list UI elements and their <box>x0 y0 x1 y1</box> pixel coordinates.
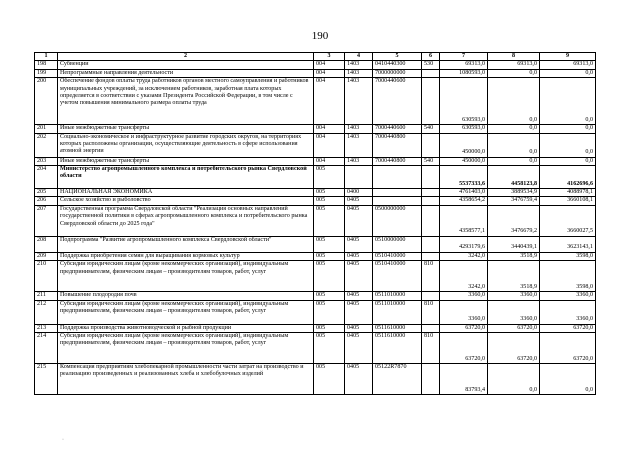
header-cell: 4 <box>345 53 373 61</box>
amount-year2-cell: 69313,0 <box>488 61 540 69</box>
amount-year1-cell: 83793,4 <box>440 364 488 395</box>
header-cell: 9 <box>540 53 596 61</box>
section-code-cell: 1403 <box>345 133 373 157</box>
row-number-cell: 198 <box>35 61 58 69</box>
section-code-cell: 0405 <box>345 324 373 332</box>
section-code-cell: 0405 <box>345 300 373 324</box>
row-number-cell: 212 <box>35 300 58 324</box>
item-name-cell: Повышение плодородия почв <box>58 292 314 300</box>
ministry-code-cell: 004 <box>314 157 345 165</box>
row-number-cell: 211 <box>35 292 58 300</box>
amount-year1-cell: 3360,0 <box>440 300 488 324</box>
ministry-code-cell: 005 <box>314 300 345 324</box>
table-row <box>35 157 596 165</box>
target-article-cell: 0510000000 <box>373 236 422 252</box>
row-number-cell: 200 <box>35 78 58 125</box>
section-code-cell: 0405 <box>345 333 373 364</box>
amount-year2-cell: 3440439,1 <box>488 236 540 252</box>
amount-year3-cell: 3598,0 <box>540 252 596 260</box>
amount-year3-cell: 0,0 <box>540 69 596 77</box>
row-number-cell: 202 <box>35 133 58 157</box>
row-number-cell: 215 <box>35 364 58 395</box>
item-name-cell: Поддержка приобретения семян для выращивания кормовых культур <box>58 252 314 260</box>
amount-year3-cell: 0,0 <box>540 133 596 157</box>
row-number-cell: 199 <box>35 69 58 77</box>
ministry-code-cell: 005 <box>314 166 345 189</box>
item-name-cell: Субсидии юридическим лицам (кроме некоммерческих организаций), индивидуальным предпринимателям, физическим лицам – производителям товаров, работ, услуг <box>58 300 314 324</box>
amount-year3-cell: 3360,0 <box>540 292 596 300</box>
row-number-cell: 203 <box>35 157 58 165</box>
table-header-row <box>35 53 596 61</box>
ministry-code-cell: 005 <box>314 364 345 395</box>
amount-year3-cell: 4162696,6 <box>540 166 596 189</box>
item-name-cell: Социально-экономическое и инфраструктурное развитие городских округов, на территориях которых расположены организации, осуществляющие деятельность в сфере использования атомной энергии <box>58 133 314 157</box>
amount-year1-cell: 630593,0 <box>440 78 488 125</box>
budget-table <box>34 52 596 395</box>
table-row <box>35 166 596 189</box>
row-number-cell: 210 <box>35 261 58 292</box>
expense-type-cell <box>422 78 440 125</box>
header-cell: 7 <box>440 53 488 61</box>
amount-year1-cell: 63720,0 <box>440 324 488 332</box>
amount-year2-cell: 3518,9 <box>488 252 540 260</box>
target-article-cell <box>373 166 422 189</box>
amount-year2-cell: 0,0 <box>488 69 540 77</box>
target-article-cell: 0511010000 <box>373 292 422 300</box>
header-cell: 8 <box>488 53 540 61</box>
ministry-code-cell: 005 <box>314 333 345 364</box>
amount-year1-cell: 450000,0 <box>440 157 488 165</box>
table-row <box>35 69 596 77</box>
expense-type-cell <box>422 236 440 252</box>
ministry-code-cell: 005 <box>314 236 345 252</box>
amount-year3-cell: 0,0 <box>540 125 596 133</box>
ministry-code-cell: 005 <box>314 324 345 332</box>
row-number-cell: 208 <box>35 236 58 252</box>
target-article-cell: 7000000000 <box>373 69 422 77</box>
table-row <box>35 236 596 252</box>
expense-type-cell <box>422 324 440 332</box>
row-number-cell: 206 <box>35 197 58 205</box>
amount-year2-cell: 4458123,8 <box>488 166 540 189</box>
target-article-cell <box>373 197 422 205</box>
table-row <box>35 133 596 157</box>
target-article-cell: 0410440300 <box>373 61 422 69</box>
amount-year3-cell: 3660108,1 <box>540 197 596 205</box>
amount-year3-cell: 63720,0 <box>540 333 596 364</box>
expense-type-cell <box>422 69 440 77</box>
section-code-cell: 0405 <box>345 292 373 300</box>
row-number-cell: 214 <box>35 333 58 364</box>
amount-year3-cell: 0,0 <box>540 78 596 125</box>
amount-year3-cell: 3623143,1 <box>540 236 596 252</box>
header-cell: 3 <box>314 53 345 61</box>
table-row <box>35 364 596 395</box>
target-article-cell: 0510410000 <box>373 261 422 292</box>
target-article-cell: 0511010000 <box>373 300 422 324</box>
ministry-code-cell: 004 <box>314 78 345 125</box>
target-article-cell: 05122R7870 <box>373 364 422 395</box>
amount-year1-cell: 4293179,6 <box>440 236 488 252</box>
expense-type-cell: 810 <box>422 261 440 292</box>
expense-type-cell: 810 <box>422 333 440 364</box>
section-code-cell: 0405 <box>345 364 373 395</box>
header-cell: 2 <box>58 53 314 61</box>
amount-year3-cell: 0,0 <box>540 364 596 395</box>
table-row <box>35 125 596 133</box>
section-code-cell: 0405 <box>345 197 373 205</box>
item-name-cell: Поддержка производства животноводческой и рыбной продукции <box>58 324 314 332</box>
amount-year2-cell: 3476759,4 <box>488 197 540 205</box>
item-name-cell: Субвенции <box>58 61 314 69</box>
item-name-cell: Непрограммные направления деятельности <box>58 69 314 77</box>
row-number-cell: 204 <box>35 166 58 189</box>
ministry-code-cell: 005 <box>314 189 345 197</box>
amount-year1-cell: 1080593,0 <box>440 69 488 77</box>
amount-year2-cell: 3360,0 <box>488 300 540 324</box>
item-name-cell: Сельское хозяйство и рыболовство <box>58 197 314 205</box>
amount-year1-cell: 3242,0 <box>440 252 488 260</box>
row-number-cell: 209 <box>35 252 58 260</box>
target-article-cell: 0511610000 <box>373 324 422 332</box>
amount-year3-cell: 3598,0 <box>540 261 596 292</box>
scan-artifact-dot: · <box>62 437 64 443</box>
amount-year2-cell: 3889534,9 <box>488 189 540 197</box>
target-article-cell: 7000440800 <box>373 157 422 165</box>
target-article-cell: 0511610000 <box>373 333 422 364</box>
amount-year3-cell: 63720,0 <box>540 324 596 332</box>
amount-year1-cell: 450000,0 <box>440 133 488 157</box>
table-row <box>35 61 596 69</box>
amount-year2-cell: 0,0 <box>488 133 540 157</box>
item-name-cell: Иные межбюджетные трансферты <box>58 157 314 165</box>
item-name-cell: Обеспечение фондов оплаты труда работников органов местного самоуправления и работников муниципальных учреждений, за исключением работников, заработная плата которых определяется в соответствии с указами Президента Российской Федерации, в том числе с учетом повышения минимального размера оплаты труда <box>58 78 314 125</box>
row-number-cell: 205 <box>35 189 58 197</box>
target-article-cell: 7000440800 <box>373 133 422 157</box>
amount-year1-cell: 4358654,2 <box>440 197 488 205</box>
amount-year1-cell: 630593,0 <box>440 125 488 133</box>
amount-year1-cell: 3242,0 <box>440 261 488 292</box>
item-name-cell: Компенсация предприятиям хлебопекарной промышленности части затрат на производство и реализацию произведенных и реализованных хлеба и хлебобулочных изделий <box>58 364 314 395</box>
table-row <box>35 197 596 205</box>
ministry-code-cell: 004 <box>314 69 345 77</box>
row-number-cell: 201 <box>35 125 58 133</box>
header-cell: 6 <box>422 53 440 61</box>
ministry-code-cell: 004 <box>314 125 345 133</box>
ministry-code-cell: 004 <box>314 133 345 157</box>
item-name-cell: Подпрограмма "Развитие агропромышленного комплекса Свердловской области" <box>58 236 314 252</box>
ministry-code-cell: 005 <box>314 205 345 236</box>
amount-year2-cell: 3518,9 <box>488 261 540 292</box>
expense-type-cell <box>422 166 440 189</box>
section-code-cell: 0405 <box>345 252 373 260</box>
expense-type-cell <box>422 205 440 236</box>
section-code-cell: 1403 <box>345 78 373 125</box>
section-code-cell: 1403 <box>345 125 373 133</box>
section-code-cell: 0405 <box>345 261 373 292</box>
item-name-cell: Государственная программа Свердловской области "Реализация основных направлений государственной политики в сферах агропромышленного комплекса и потребительского рынка Свердловской области до 2025 года" <box>58 205 314 236</box>
section-code-cell: 1403 <box>345 157 373 165</box>
expense-type-cell: 540 <box>422 157 440 165</box>
header-cell: 1 <box>35 53 58 61</box>
expense-type-cell <box>422 364 440 395</box>
amount-year2-cell: 63720,0 <box>488 333 540 364</box>
amount-year1-cell: 5537333,6 <box>440 166 488 189</box>
ministry-code-cell: 005 <box>314 261 345 292</box>
amount-year1-cell: 3360,0 <box>440 292 488 300</box>
target-article-cell: 0510410000 <box>373 252 422 260</box>
table-row <box>35 292 596 300</box>
item-name-cell: НАЦИОНАЛЬНАЯ ЭКОНОМИКА <box>58 189 314 197</box>
table-row <box>35 300 596 324</box>
item-name-cell: Иные межбюджетные трансферты <box>58 125 314 133</box>
table-row <box>35 252 596 260</box>
expense-type-cell <box>422 197 440 205</box>
amount-year1-cell: 4761403,0 <box>440 189 488 197</box>
target-article-cell <box>373 189 422 197</box>
expense-type-cell <box>422 252 440 260</box>
target-article-cell: 0500000000 <box>373 205 422 236</box>
ministry-code-cell: 004 <box>314 61 345 69</box>
amount-year3-cell: 0,0 <box>540 157 596 165</box>
amount-year2-cell: 63720,0 <box>488 324 540 332</box>
header-cell: 5 <box>373 53 422 61</box>
expense-type-cell <box>422 189 440 197</box>
amount-year3-cell: 3360,0 <box>540 300 596 324</box>
amount-year2-cell: 0,0 <box>488 157 540 165</box>
amount-year3-cell: 4088978,1 <box>540 189 596 197</box>
amount-year3-cell: 3660027,5 <box>540 205 596 236</box>
section-code-cell: 1403 <box>345 61 373 69</box>
amount-year1-cell: 4358577,1 <box>440 205 488 236</box>
target-article-cell: 7000440600 <box>373 78 422 125</box>
item-name-cell: Министерство агропромышленного комплекса и потребительского рынка Свердловской области <box>58 166 314 189</box>
section-code-cell <box>345 166 373 189</box>
table-row <box>35 205 596 236</box>
amount-year3-cell: 69313,0 <box>540 61 596 69</box>
section-code-cell: 0405 <box>345 236 373 252</box>
row-number-cell: 207 <box>35 205 58 236</box>
amount-year1-cell: 69313,0 <box>440 61 488 69</box>
section-code-cell: 0400 <box>345 189 373 197</box>
table-row <box>35 261 596 292</box>
table-row <box>35 189 596 197</box>
ministry-code-cell: 005 <box>314 197 345 205</box>
expense-type-cell <box>422 133 440 157</box>
expense-type-cell: 530 <box>422 61 440 69</box>
expense-type-cell <box>422 292 440 300</box>
item-name-cell: Субсидии юридическим лицам (кроме некоммерческих организаций), индивидуальным предпринимателям, физическим лицам – производителям товаров, работ, услуг <box>58 261 314 292</box>
ministry-code-cell: 005 <box>314 292 345 300</box>
item-name-cell: Субсидии юридическим лицам (кроме некоммерческих организаций), индивидуальным предпринимателям, физическим лицам – производителям товаров, работ, услуг <box>58 333 314 364</box>
expense-type-cell: 540 <box>422 125 440 133</box>
section-code-cell: 1403 <box>345 69 373 77</box>
amount-year2-cell: 0,0 <box>488 125 540 133</box>
page-number: 190 <box>311 30 329 42</box>
ministry-code-cell: 005 <box>314 252 345 260</box>
row-number-cell: 213 <box>35 324 58 332</box>
table-row <box>35 333 596 364</box>
expense-type-cell: 810 <box>422 300 440 324</box>
target-article-cell: 7000440600 <box>373 125 422 133</box>
section-code-cell: 0405 <box>345 205 373 236</box>
amount-year2-cell: 0,0 <box>488 78 540 125</box>
amount-year2-cell: 3476679,2 <box>488 205 540 236</box>
table-row <box>35 324 596 332</box>
amount-year1-cell: 63720,0 <box>440 333 488 364</box>
amount-year2-cell: 0,0 <box>488 364 540 395</box>
table-row <box>35 78 596 125</box>
amount-year2-cell: 3360,0 <box>488 292 540 300</box>
